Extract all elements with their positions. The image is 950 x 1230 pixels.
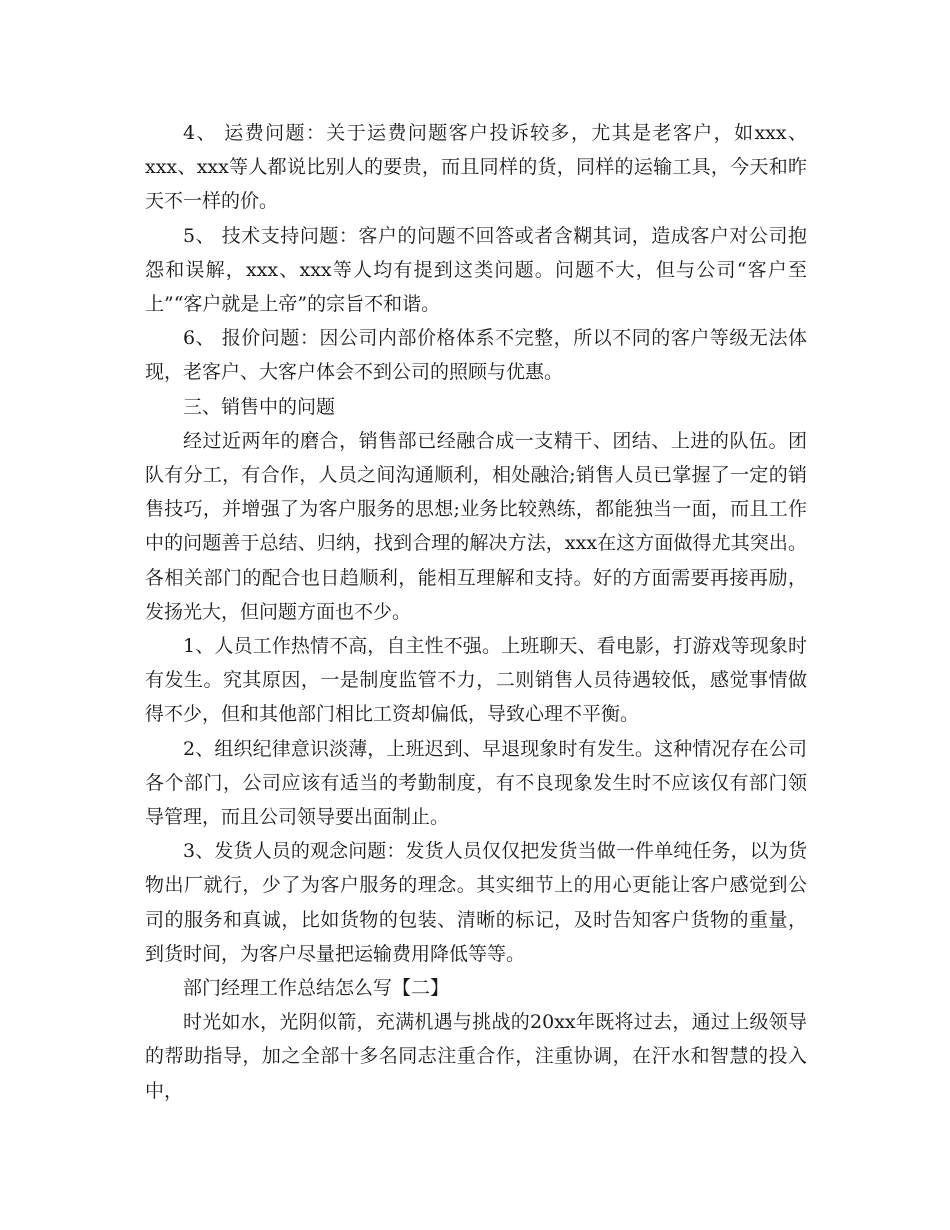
paragraph-freight-issue: 4、 运费问题：关于运费问题客户投诉较多，尤其是老客户，如xxx、xxx、xxx等人都说比别人的要贵，而且同样的货，同样的运输工具，今天和昨天不一样的价。 xyxy=(145,122,807,213)
section-heading-summary-two: 部门经理工作总结怎么写【二】 xyxy=(183,977,450,1000)
paragraph-team-overview: 经过近两年的磨合，销售部已经融合成一支精干、团结、上进的队伍。团队有分工，有合作，人员之间沟通顺利，相处融洽;销售人员已掌握了一定的销售技巧，并增强了为客户服务的思想;业务比较熟练，都能独当一面，而且工作中的问题善于总结、归纳，找到合理的解决方法，xxx在这方面做得尤其突出。各相关部门的配合也日趋顺利，能相互理解和支持。好的方面需要再接再励，发扬光大，但问题方面也不少。 xyxy=(145,429,807,623)
paragraph-shipping-staff: 3、发货人员的观念问题：发货人员仅仅把发货当做一件单纯任务，以为货物出厂就行，少了为客户服务的理念。其实细节上的用心更能让客户感觉到公司的服务和真诚，比如货物的包装、清晰的标记，及时告知客户货物的重量，到货时间，为客户尽量把运输费用降低等等。 xyxy=(145,840,807,965)
section-heading-sales-issues: 三、销售中的问题 xyxy=(183,395,336,418)
paragraph-work-enthusiasm: 1、人员工作热情不高，自主性不强。上班聊天、看电影，打游戏等现象时有发生。究其原因，一是制度监管不力，二则销售人员待遇较低，感觉事情做得不少，但和其他部门相比工资却偏低，导致心理不平衡。 xyxy=(145,635,807,726)
paragraph-tech-support-issue: 5、 技术支持问题：客户的问题不回答或者含糊其词，造成客户对公司抱怨和误解，xxx、xxx等人均有提到这类问题。问题不大，但与公司“客户至上”“客户就是上帝”的宗旨不和谐。 xyxy=(145,224,807,316)
paragraph-discipline: 2、组织纪律意识淡薄，上班迟到、早退现象时有发生。这种情况存在公司各个部门，公司应该有适当的考勤制度，有不良现象发生时不应该仅有部门领导管理，而且公司领导要出面制止。 xyxy=(145,737,807,829)
document-body xyxy=(145,116,807,1108)
paragraph-quotation-issue: 6、 报价问题：因公司内部价格体系不完整，所以不同的客户等级无法体现，老客户、大客户体会不到公司的照顾与优惠。 xyxy=(145,327,807,384)
paragraph-time-flies: 时光如水，光阴似箭，充满机遇与挑战的20xx年既将过去，通过上级领导的帮助指导，加之全部十多名同志注重合作，注重协调，在汗水和智慧的投入中， xyxy=(145,1011,807,1102)
